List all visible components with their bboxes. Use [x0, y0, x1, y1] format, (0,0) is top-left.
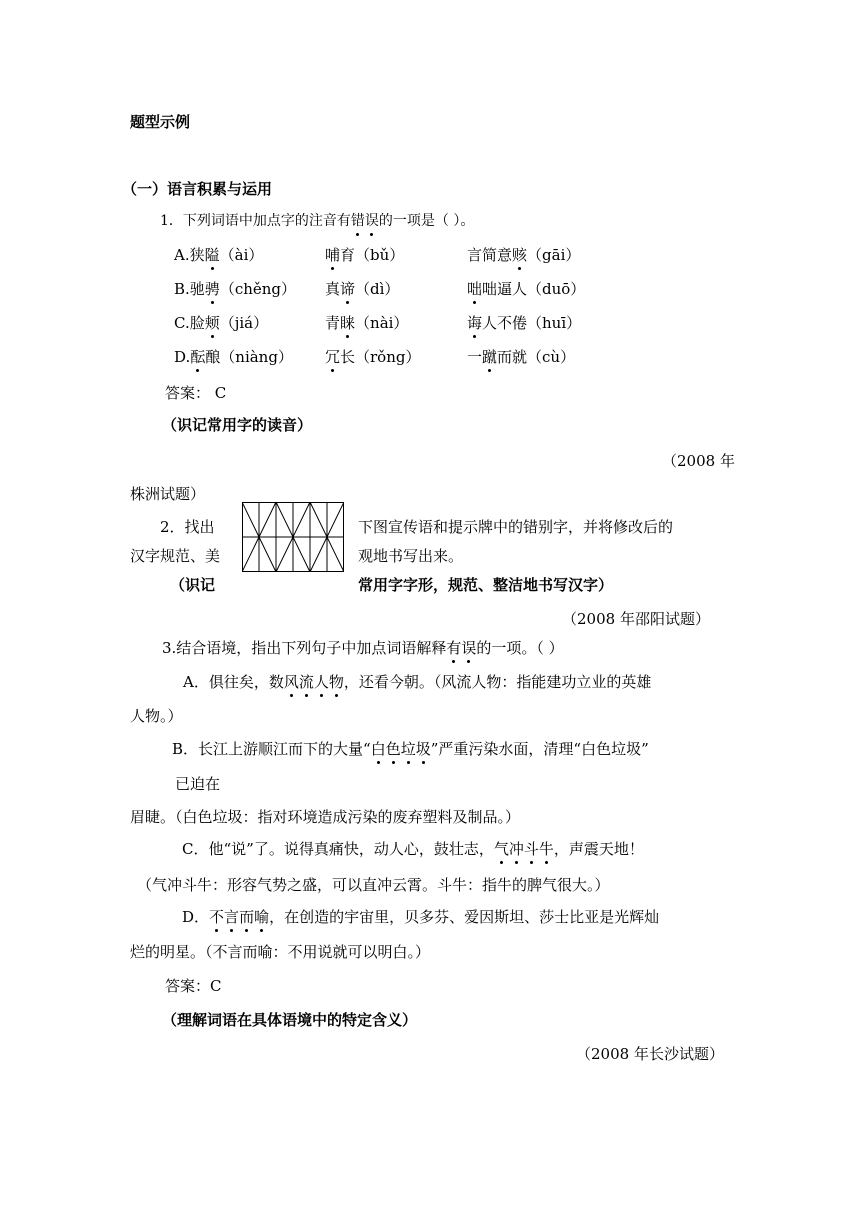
- q1-option: 咄咄逼人（duō）: [467, 280, 586, 298]
- q1-option: 冗长（rǒng）: [325, 348, 421, 366]
- emphasis-word: 气冲斗牛: [493, 840, 554, 858]
- q1-option: A.狭隘（ài）: [174, 246, 264, 264]
- q1-skill: （识记常用字的读音）: [162, 416, 313, 434]
- q1-option: 青睐（nài）: [325, 314, 409, 332]
- q1-option: C.脸颊（jiá）: [174, 314, 269, 332]
- q2-skill-left: （识记: [170, 576, 216, 594]
- q1-option: D.酝酿（niàng）: [174, 348, 293, 366]
- q3-answer: 答案：C: [165, 977, 222, 995]
- q1-source-part1: （2008 年: [662, 452, 735, 470]
- q1-option: 哺育（bǔ）: [325, 246, 405, 264]
- q3-option-c: C．他“说”了。说得真痛快，动人心，鼓壮志，气冲斗牛，声震天地！: [182, 840, 644, 858]
- q1-answer: 答案： C: [165, 384, 227, 402]
- q3-skill: （理解词语在具体语境中的特定含义）: [162, 1011, 418, 1029]
- q1-source-part2: 株洲试题）: [130, 485, 206, 503]
- q1-option: B.驰骋（chěng）: [174, 280, 297, 298]
- q3-option-a-line2: 人物。）: [130, 707, 183, 725]
- q1-option: 真谛（dì）: [325, 280, 400, 298]
- q2-text-right-1: 下图宣传语和提示牌中的错别字，并将修改后的: [358, 518, 674, 536]
- q3-option-b-line2: 已迫在: [175, 775, 221, 793]
- emphasis-word: 风流人物: [283, 673, 344, 691]
- q2-skill-right: 常用字字形，规范、整洁地书写汉字）: [358, 576, 614, 594]
- q2-text-left-2: 汉字规范、美: [130, 547, 221, 565]
- q3-option-a: A．俱往矣，数风流人物，还看今朝。（风流人物：指能建功立业的英雄: [183, 673, 652, 691]
- q2-text-left-1: 2．找出: [160, 518, 215, 536]
- emphasis-word: 不言而喻: [209, 908, 270, 926]
- q3-source: （2008 年长沙试题）: [576, 1045, 724, 1063]
- q3-option-d: D．不言而喻，在创造的宇宙里，贝多芬、爱因斯坦、莎士比亚是光辉灿: [182, 908, 660, 926]
- q1-option: 诲人不倦（huī）: [467, 314, 582, 332]
- q3-option-b-line3: 眉睫。（白色垃圾：指对环境造成污染的废弃塑料及制品。）: [130, 808, 521, 826]
- emphasis-word: 白色垃圾: [370, 740, 431, 758]
- emphasis-word: 错误: [351, 213, 379, 229]
- writing-grid: [242, 502, 344, 572]
- q2-source: （2008 年邵阳试题）: [562, 610, 710, 628]
- q3-option-c-line2: （气冲斗牛：形容气势之盛，可以直冲云霄。斗牛：指牛的脾气很大。）: [137, 876, 610, 894]
- q1-option: 言简意赅（gāi）: [467, 246, 581, 264]
- emphasis-word: 有误: [446, 639, 477, 657]
- q1-stem: 1．下列词语中加点字的注音有错误的一项是（ ）。: [160, 210, 474, 232]
- page-heading: 题型示例: [130, 113, 191, 131]
- q1-option: 一蹴而就（cù）: [467, 348, 576, 366]
- q3-option-d-line2: 烂的明星。（不言而喻：不用说就可以明白。）: [130, 943, 431, 961]
- q3-stem: 3.结合语境，指出下列句子中加点词语解释有误的一项。（ ）: [162, 639, 564, 657]
- q2-text-right-2: 观地书写出来。: [358, 547, 464, 565]
- section-title: （一）语言积累与运用: [122, 180, 273, 198]
- q3-option-b: B．长江上游顺江而下的大量“白色垃圾”严重污染水面，清理“白色垃圾”: [172, 740, 649, 758]
